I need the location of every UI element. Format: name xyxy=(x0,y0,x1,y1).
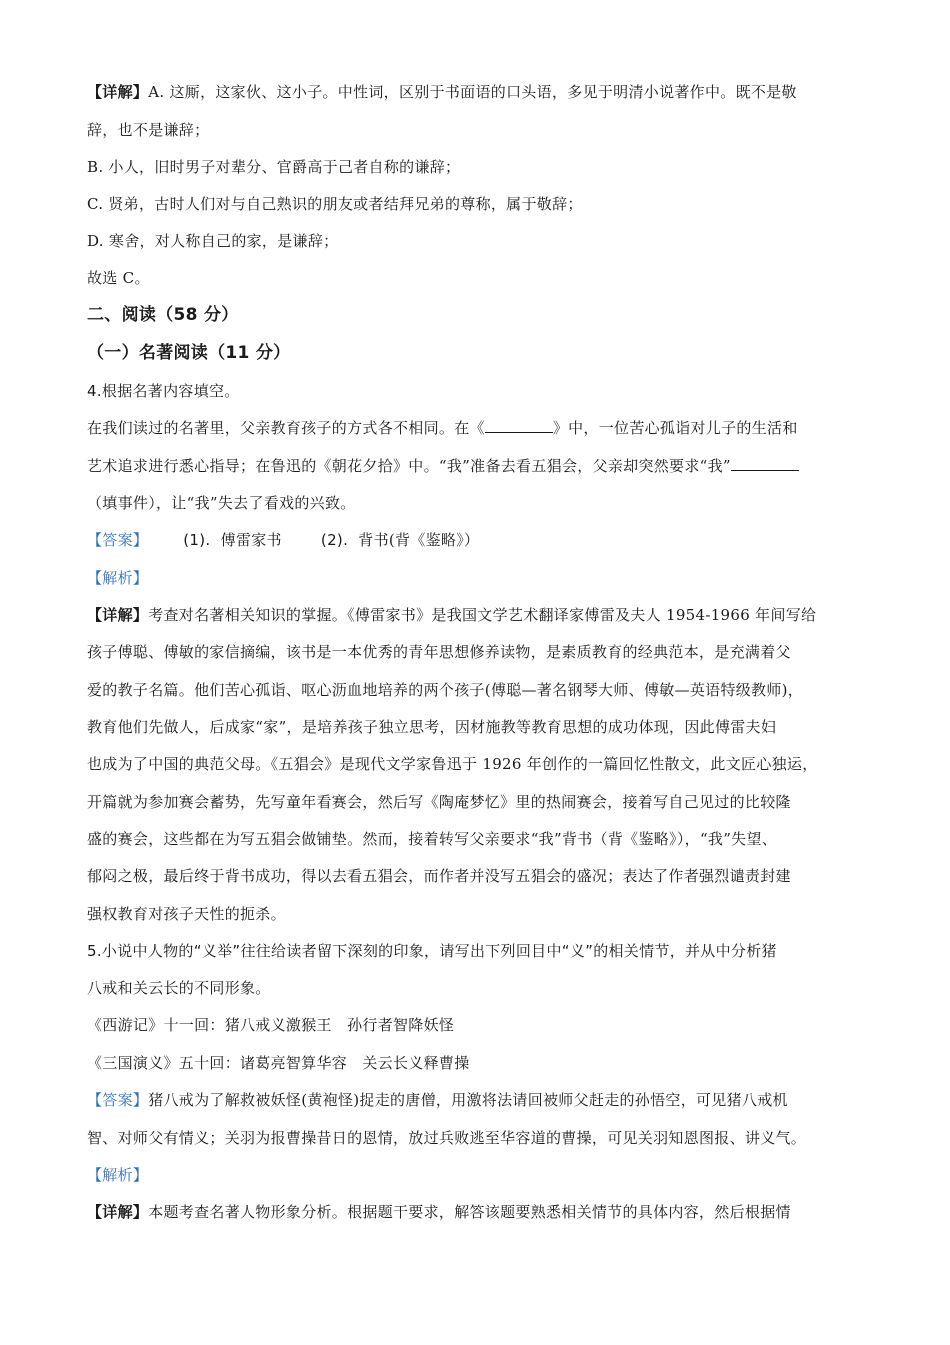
q5-answer-line-1 xyxy=(87,1090,867,1110)
q5-answer-1: 猪八戒为了解救被妖怪(黄袍怪)捉走的唐僧，用激将法请回被师父赶走的孙悟空，可见猪八戒机 xyxy=(148,1091,788,1109)
subsection-title: （一）名著阅读（11 分） xyxy=(87,343,291,363)
detail-tag: 【详解】 xyxy=(87,83,149,101)
q5-stem-1: 5.小说中人物的“义举”往往给读者留下深刻的印象，请写出下列回目中“义”的相关情节，并从中分析猪 xyxy=(87,942,777,960)
section-title: 二、阅读（58 分） xyxy=(87,305,239,325)
q4-text-line-1 xyxy=(87,418,867,438)
q3-detail-line-1 xyxy=(87,82,867,102)
q3-option-a: A. 这厮，这家伙、这小子。中性词，区别于书面语的口头语，多见于明清小说著作中。既不是敬 xyxy=(148,83,797,101)
q3-conclusion: 故选 C。 xyxy=(87,269,150,287)
detail-tag: 【详解】 xyxy=(87,1203,149,1221)
q3-option-c: C. 贤弟，古时人们对与自己熟识的朋友或者结拜兄弟的尊称，属于敬辞； xyxy=(87,195,583,213)
q4-answer-2-text: 背书(背《鉴略》） xyxy=(358,531,480,549)
detail-tag: 【详解】 xyxy=(87,606,149,624)
q3-option-b: B. 小人，旧时男子对辈分、官爵高于己者自称的谦辞； xyxy=(87,158,461,176)
q5-detail-line-1 xyxy=(87,1202,867,1222)
q3-option-d: D. 寒舍，对人称自己的家，是谦辞； xyxy=(87,232,339,250)
q4-text-line-3: （填事件），让“我”失去了看戏的兴致。 xyxy=(87,494,356,512)
q4-answer-1-number: (1). xyxy=(183,531,211,549)
q4-text-line-2 xyxy=(87,456,867,476)
q4-detail-line-3: 爱的教子名篇。他们苦心孤诣、呕心沥血地培养的两个孩子(傅聪—著名钢琴大师、傅敏—英语特级教师)， xyxy=(87,681,804,699)
q4-detail-text: 考查对名著相关知识的掌握。《傅雷家书》是我国文学艺术翻译家傅雷及夫人 1954-1966 年间写给 xyxy=(148,606,817,624)
q4-detail-line-8: 郁闷之极，最后终于背书成功，得以去看五猖会，而作者并没写五猖会的盛况；表达了作者强烈谴责封建 xyxy=(87,867,791,885)
q5-stem-line-2: 八戒和关云长的不同形象。 xyxy=(87,979,271,997)
q4-stem: 4.根据名著内容填空。 xyxy=(87,382,240,400)
analysis-tag: 【解析】 xyxy=(87,569,149,587)
q4-detail-line-5: 也成为了中国的典范父母。《五猖会》是现代文学家鲁迅于 1926 年创作的一篇回忆性散文，此文匠心独运， xyxy=(87,755,818,773)
q5-reference-2: 《三国演义》五十回：诸葛亮智算华容 关云长义释曹操 xyxy=(87,1054,470,1072)
q4-text-2: 艺术追求进行悉心指导；在鲁迅的《朝花夕拾》中。“我”准备去看五猖会，父亲却突然要求“我” xyxy=(87,457,731,475)
q4-detail-line-4: 教育他们先做人，后成家“家”，是培养孩子独立思考，因材施教等教育思想的成功体现，因此傅雷夫妇 xyxy=(87,718,777,736)
answer-tag: 【答案】 xyxy=(87,1091,149,1109)
q4-detail-line-9: 强权教育对孩子天性的扼杀。 xyxy=(87,905,286,923)
q5-stem-line-1 xyxy=(87,941,867,961)
q4-answer-line xyxy=(87,530,867,550)
q4-detail-line-1 xyxy=(87,605,867,625)
q5-analysis-line xyxy=(87,1165,867,1185)
q3-option-a-cont: 辞，也不是谦辞； xyxy=(87,121,210,139)
answer-blank-2 xyxy=(731,456,799,471)
q4-detail-line-2: 孩子傅聪、傅敏的家信摘编，该书是一本优秀的青年思想修养读物，是素质教育的经典范本，是充满着父 xyxy=(87,643,791,661)
analysis-tag: 【解析】 xyxy=(87,1166,149,1184)
q4-analysis-line xyxy=(87,568,867,588)
q4-text-1a: 在我们读过的名著里，父亲教育孩子的方式各不相同。在《 xyxy=(87,419,485,437)
q4-answer-2 xyxy=(321,531,479,549)
q4-text-1b: 》中，一位苦心孤诣对儿子的生活和 xyxy=(552,419,798,437)
q4-answer-1 xyxy=(183,531,282,549)
answer-tag: 【答案】 xyxy=(87,531,149,549)
q4-detail-line-6: 开篇就为参加赛会蓄势，先写童年看赛会，然后写《陶庵梦忆》里的热闹赛会，接着写自己见过的比较隆 xyxy=(87,793,791,811)
q5-answer-line-2: 智、对师父有情义；关羽为报曹操昔日的恩情，放过兵败逃至华容道的曹操，可见关羽知恩图报、讲义气。 xyxy=(87,1129,807,1147)
q4-answer-1-text: 傅雷家书 xyxy=(220,531,282,549)
q5-detail-text: 本题考查名著人物形象分析。根据题干要求，解答该题要熟悉相关情节的具体内容，然后根据情 xyxy=(148,1203,791,1221)
q5-reference-1: 《西游记》十一回：猪八戒义激猴王 孙行者智降妖怪 xyxy=(87,1016,455,1034)
answer-blank-1 xyxy=(485,418,553,433)
q4-answer-2-number: (2). xyxy=(320,531,349,549)
q4-detail-line-7: 盛的赛会，这些都在为写五猖会做铺垫。然而，接着转写父亲要求“我”背书（背《鉴略》），“我”失望、 xyxy=(87,830,778,848)
